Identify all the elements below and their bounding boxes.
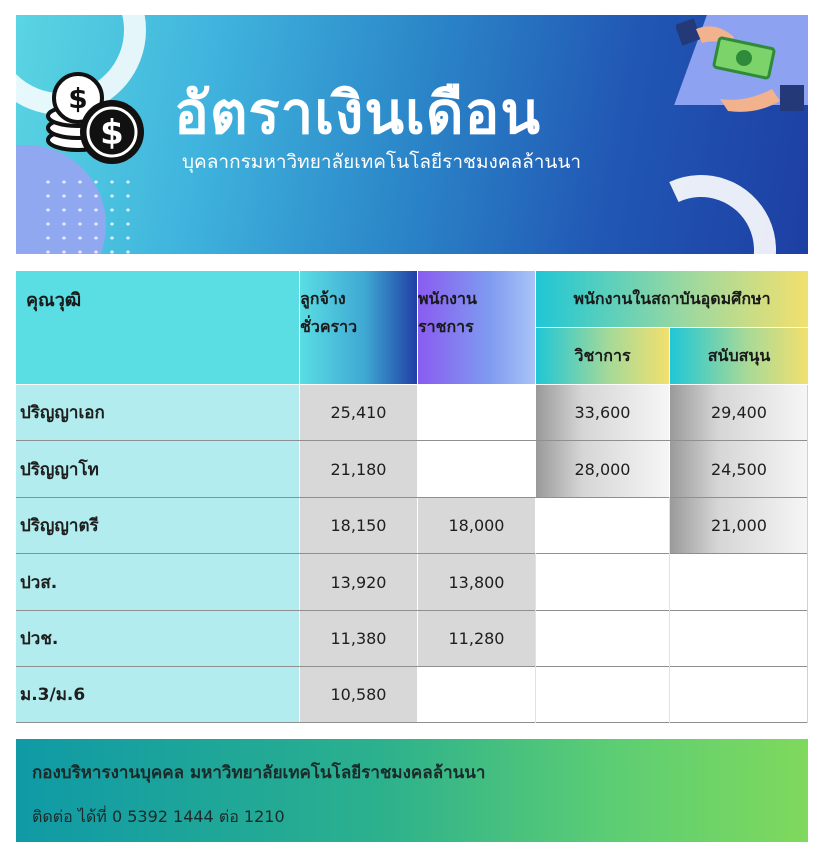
cell-temporary: 10,580 <box>300 667 417 722</box>
cell-academic <box>536 611 669 666</box>
header-qualification: คุณวุฒิ <box>16 271 299 384</box>
header-temporary <box>300 271 417 384</box>
cell-gov-employee: 11,280 <box>418 611 535 666</box>
cell-temporary: 13,920 <box>300 554 417 610</box>
column-divider <box>669 497 670 723</box>
cell-academic <box>536 554 669 610</box>
cell-temporary: 25,410 <box>300 385 417 440</box>
row-label: ปวส. <box>16 554 299 610</box>
row-divider <box>16 553 808 554</box>
row-divider <box>16 722 808 723</box>
money-hands-icon <box>676 15 808 115</box>
cell-support <box>670 611 808 666</box>
footer-contact <box>16 739 808 842</box>
cell-academic: 33,600 <box>536 385 669 440</box>
svg-text:$: $ <box>68 82 88 115</box>
cell-temporary: 21,180 <box>300 441 417 497</box>
cell-academic <box>536 498 669 553</box>
header-temporary-line2: ชั่วคราว <box>300 317 358 336</box>
column-divider <box>807 385 808 723</box>
header-temporary-line1: ลูกจ้าง <box>300 289 346 308</box>
cell-academic <box>536 667 669 722</box>
row-divider <box>16 610 808 611</box>
cell-support: 21,000 <box>670 498 808 553</box>
cell-support: 29,400 <box>670 385 808 440</box>
svg-text:$: $ <box>100 113 124 153</box>
header-banner <box>16 15 808 254</box>
organization-name: กองบริหารงานบุคคล มหาวิทยาลัยเทคโนโลยีราชมงคลล้านนา <box>32 763 486 783</box>
row-label: ปริญญาโท <box>16 441 299 497</box>
header-academic: วิชาการ <box>536 328 669 384</box>
coins-icon <box>40 70 150 180</box>
row-divider <box>16 666 808 667</box>
cell-support <box>670 667 808 722</box>
cell-gov-employee <box>418 385 535 440</box>
cell-support: 24,500 <box>670 441 808 497</box>
cell-temporary: 18,150 <box>300 498 417 553</box>
page-subtitle: บุคลากรมหาวิทยาลัยเทคโนโลยีราชมงคลล้านนา <box>182 151 582 173</box>
header-support: สนับสนุน <box>670 328 808 384</box>
page-title: อัตราเงินเดือน <box>174 79 541 147</box>
row-label: ม.3/ม.6 <box>16 667 299 722</box>
decorative-dots <box>40 175 140 254</box>
column-divider <box>535 553 536 723</box>
cell-gov-employee: 18,000 <box>418 498 535 553</box>
header-gov-employee <box>418 271 535 384</box>
row-divider <box>16 497 808 498</box>
row-label: ปริญญาเอก <box>16 385 299 440</box>
cell-academic: 28,000 <box>536 441 669 497</box>
cell-gov-employee: 13,800 <box>418 554 535 610</box>
row-divider <box>16 440 808 441</box>
header-gov-employee-line2: ราชการ <box>418 317 474 336</box>
cell-temporary: 11,380 <box>300 611 417 666</box>
cell-support <box>670 554 808 610</box>
cell-gov-employee <box>418 441 535 497</box>
cell-gov-employee <box>418 667 535 722</box>
row-label: ปริญญาตรี <box>16 498 299 553</box>
contact-phone: ติดต่อ ได้ที่ 0 5392 1444 ต่อ 1210 <box>32 807 285 826</box>
header-university-staff: พนักงานในสถาบันอุดมศึกษา <box>536 271 808 327</box>
header-gov-employee-line1: พนักงาน <box>418 289 477 308</box>
row-label: ปวช. <box>16 611 299 666</box>
